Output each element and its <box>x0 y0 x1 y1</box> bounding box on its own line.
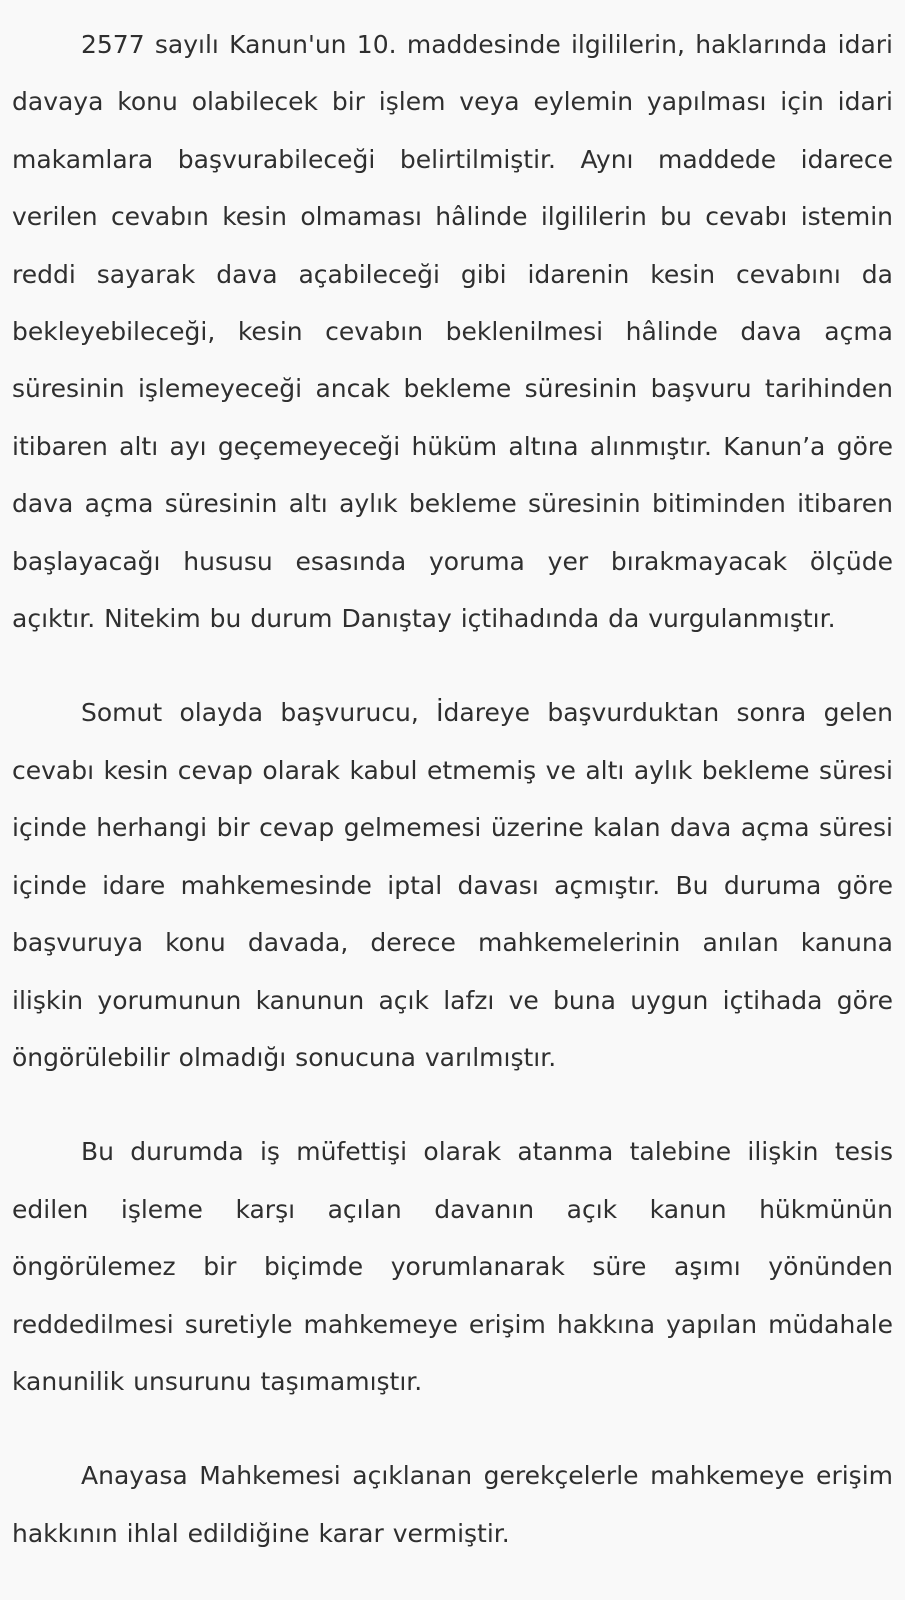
paragraph-law-article-10: 2577 sayılı Kanun'un 10. maddesinde ilgililerin, haklarında idari davaya konu olabilecek bir işlem veya eylemin yapılması için idari makamlara başvurabileceği belirtilmiştir. Aynı maddede idarece verilen cevabın kesin olmaması hâlinde ilgililerin bu cevabı istemin reddi sayarak dava açabileceği gibi idarenin kesin cevabını da bekleyebileceği, kesin cevabın beklenilmesi hâlinde dava açma süresinin işlemeyeceği ancak bekleme süresinin başvuru tarihinden itibaren altı ayı geçemeyeceği hüküm altına alınmıştır. Kanun’a göre dava açma süresinin altı aylık bekleme süresinin bitiminden itibaren başlayacağı hususu esasında yoruma yer bırakmayacak ölçüde açıktır. Nitekim bu durum Danıştay içtihadında da vurgulanmıştır. <box>12 30 893 634</box>
paragraph-interference-assessment: Bu durumda iş müfettişi olarak atanma talebine ilişkin tesis edilen işleme karşı açılan davanın açık kanun hükmünün öngörülemez bir biçimde yorumlanarak süre aşımı yönünden reddedilmesi suretiyle mahkemeye erişim hakkına yapılan müdahale kanunilik unsurunu taşımamıştır. <box>12 1137 893 1396</box>
paragraph-court-decision: Anayasa Mahkemesi açıklanan gerekçelerle mahkemeye erişim hakkının ihlal edildiğine karar vermiştir. <box>12 1461 893 1548</box>
paragraph-concrete-case: Somut olayda başvurucu, İdareye başvurduktan sonra gelen cevabı kesin cevap olarak kabul etmemiş ve altı aylık bekleme süresi içinde herhangi bir cevap gelmemesi üzerine kalan dava açma süresi içinde idare mahkemesinde iptal davası açmıştır. Bu duruma göre başvuruya konu davada, derece mahkemelerinin anılan kanuna ilişkin yorumunun kanunun açık lafzı ve buna uygun içtihada göre öngörülebilir olmadığı sonucuna varılmıştır. <box>12 698 893 1072</box>
